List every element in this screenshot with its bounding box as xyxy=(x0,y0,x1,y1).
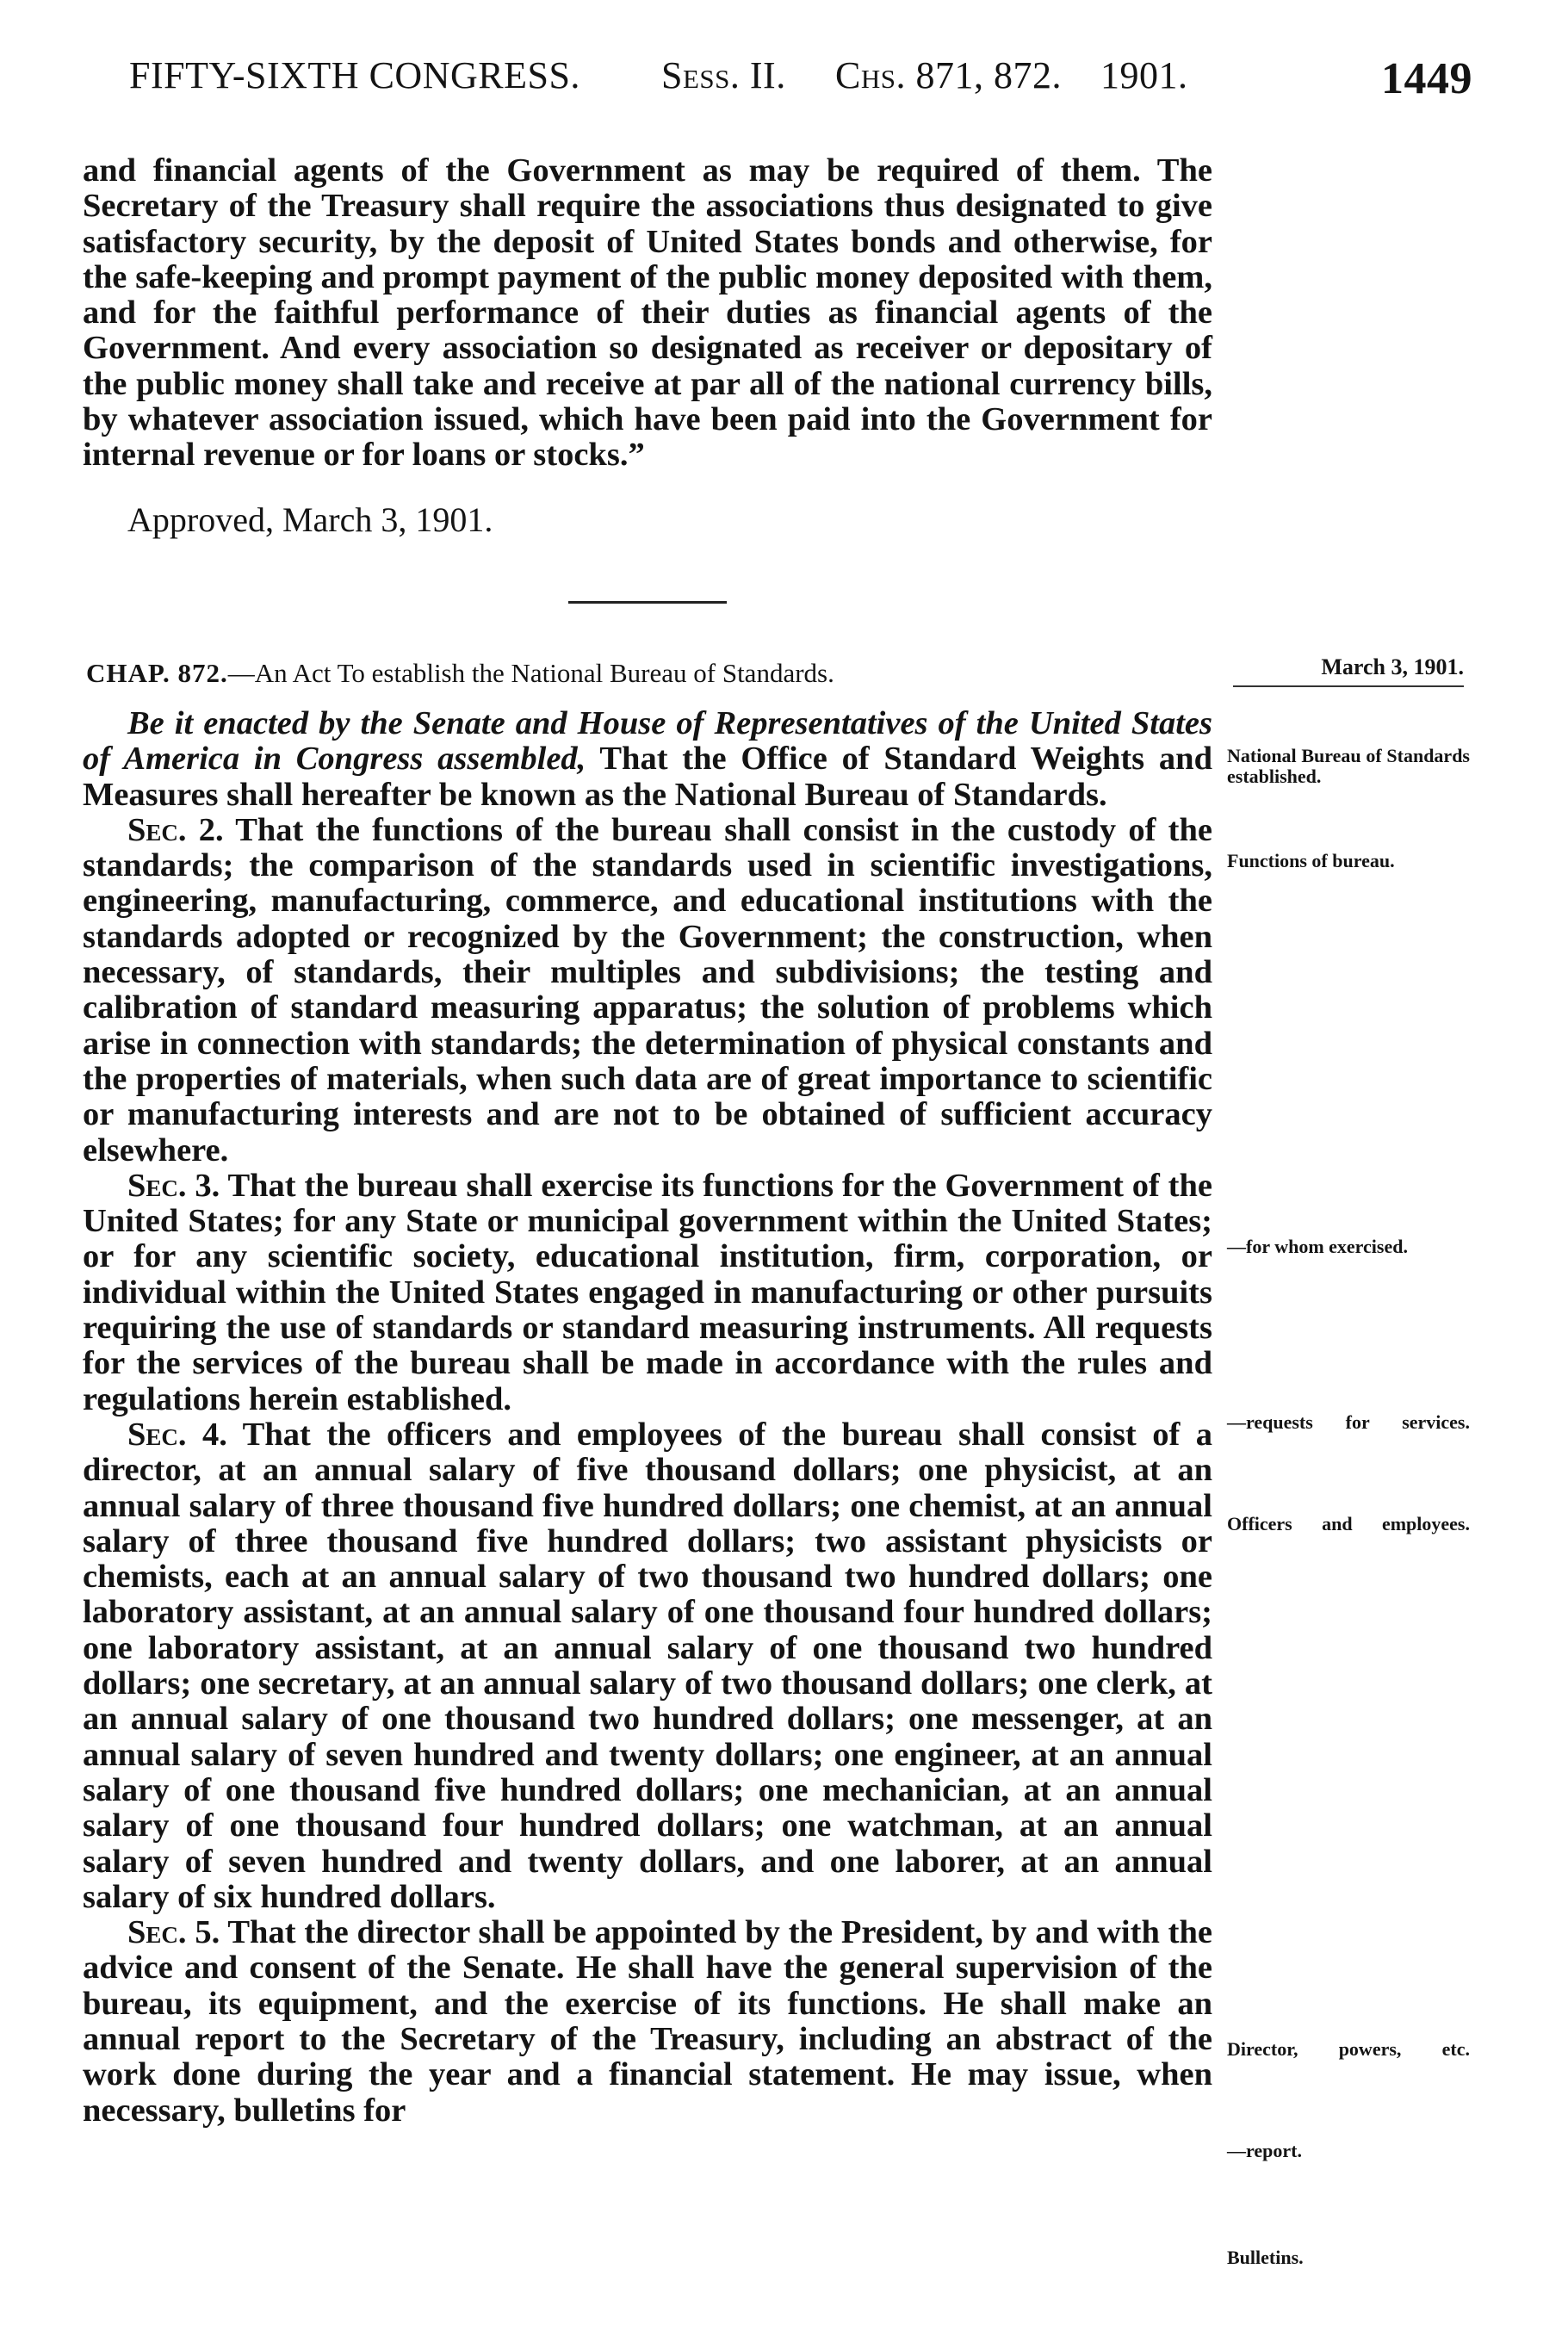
enacting-clause xyxy=(83,706,1212,813)
margin-note-bulletins: Bulletins. xyxy=(1227,2247,1304,2268)
section-label: Sec. 4. xyxy=(127,1416,227,1453)
section-3 xyxy=(83,1169,1212,1417)
running-head-session: Sess. II. xyxy=(661,54,786,96)
margin-note-report: —report. xyxy=(1227,2140,1302,2161)
previous-act-text: and financial agents of the Government as may be required of them. The Secretary of the Treasury shall require the associations thus designated to give satisfactory security, by the deposit of United States bonds and otherwise, for the safe-keeping and prompt payment of the public money deposited with them, and for the faithful performance of their duties as financial agents of the Government. And every association so designated as receiver or depositary of the public money shall take and receive at par all of the national currency bills, by whatever association issued, which have been paid into the Government for internal revenue or for loans or stocks.” xyxy=(83,152,1212,474)
chapter-heading xyxy=(86,658,1068,689)
section-text: That the officers and employees of the bureau shall consist of a director, at an annual salary of five thousand dollars; one physicist, at an annual salary of three thousand five hundred dollars; one chemist, at an annual salary of three thousand five hundred dollars; two assistant physicists or chemists, each at an annual salary of two thousand two hundred dollars; one laboratory assistant, at an annual salary of one thousand four hundred dollars; one laboratory assistant, at an annual salary of one thousand two hundred dollars; one secretary, at an annual salary of two thousand dollars; one clerk, at an annual salary of one thousand two hundred dollars; one messenger, at an annual salary of seven hundred and twenty dollars; one engineer, at an annual salary of one thousand five hundred dollars; one mechanician, at an annual salary of one thousand four hundred dollars; one watchman, at an annual salary of seven hundred and twenty dollars, and one laborer, at an annual salary of six hundred dollars. xyxy=(83,1416,1213,1915)
running-head-year: 1901. xyxy=(1100,54,1188,96)
section-text: That the bureau shall exercise its functions for the Government of the United States; for any State or municipal government within the United States; or for any scientific society, educational institution, firm, corporation, or individual within the United States engaged in manufacturing or other pursuits requiring the use of standards or standard measuring instruments. All requests for the services of the bureau shall be made in accordance with the rules and regulations herein established. xyxy=(83,1167,1212,1417)
chapter-title: —An Act To establish the National Bureau of Standards. xyxy=(227,658,834,688)
margin-note-bureau-established: National Bureau of Standards established. xyxy=(1227,745,1470,787)
margin-note-requests: —requests for services. xyxy=(1227,1411,1470,1433)
margin-note-officers: Officers and employees. xyxy=(1227,1513,1470,1534)
running-head-congress: FIFTY-SIXTH CONGRESS. xyxy=(129,54,580,96)
enacting-clause-text: That the Office of Standard Weights and Measures shall hereafter be known as the National Bureau of Standards. xyxy=(83,741,1212,813)
running-head xyxy=(129,53,1472,114)
chapter-label: CHAP. 872. xyxy=(86,658,228,688)
section-text: That the functions of the bureau shall consist in the custody of the standards; the comparison of the standards used in scientific investigations, engineering, manufacturing, commerce, and educational institutions with the standards adopted or recognized by the Government; the construction, when necessary, of standards, their multiples and subdivisions; the testing and calibration of standard measuring apparatus; the solution of problems which arise in connection with standards; the determination of physical constants and the properties of materials, when such data are of great importance to scientific or manufacturing interests and are not to be obtained of sufficient accuracy elsewhere. xyxy=(83,811,1212,1169)
margin-note-functions: Functions of bureau. xyxy=(1227,850,1395,871)
chapter-date: March 3, 1901. xyxy=(1233,654,1464,687)
section-divider xyxy=(568,601,727,604)
page-number: 1449 xyxy=(1381,54,1472,103)
section-label: Sec. 5. xyxy=(127,1914,220,1951)
previous-act-paragraph xyxy=(83,153,1212,474)
section-text: That the director shall be appointed by the President, by and with the advice and consent of the Senate. He shall have the general supervision of the bureau, its equipment, and the exercise of its functions. He shall make an annual report to the Secretary of the Treasury, including an abstract of the work done during the year and a financial statement. He may issue, when necessary, bulletins for xyxy=(83,1914,1212,2129)
margin-note-director: Director, powers, etc. xyxy=(1227,2038,1470,2060)
running-head-chapters: Chs. 871, 872. xyxy=(835,54,1062,96)
section-2 xyxy=(83,813,1212,1169)
approval-line: Approved, March 3, 1901. xyxy=(127,500,493,539)
section-label: Sec. 3. xyxy=(127,1167,220,1204)
section-4 xyxy=(83,1417,1212,1915)
act-body xyxy=(83,706,1212,2129)
margin-note-for-whom: —for whom exercised. xyxy=(1227,1236,1408,1257)
section-5 xyxy=(83,1915,1212,2129)
enacting-clause-italic: Be it enacted by the Senate and House of Representatives of the United States of America in Congress assembled, xyxy=(83,705,1212,778)
section-label: Sec. 2. xyxy=(127,811,224,848)
